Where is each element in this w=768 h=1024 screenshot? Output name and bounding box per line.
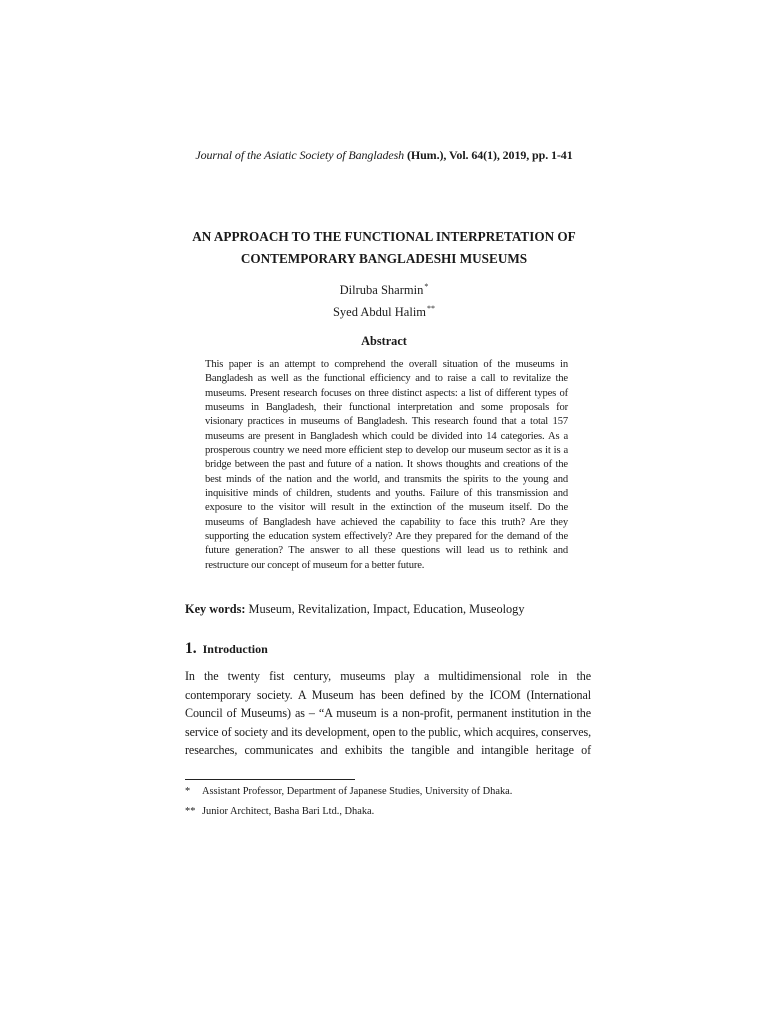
footnote-mark: ** <box>185 806 196 817</box>
keywords-list: Museum, Revitalization, Impact, Education, Museology <box>245 602 525 616</box>
introduction-text: In the twenty fist century, museums play a multidimensional role in the contemporary society. A Museum has been defined by the ICOM (International Council of Museums) as – “A museum is a non-profit, permanent institution in the service of society and its development, open to the public, which acquires, conserves, researches, communicates and exhibits the tangible and intangible heritage of <box>185 669 591 758</box>
author-footnote-mark: ** <box>427 304 436 313</box>
section-title: Introduction <box>202 642 268 656</box>
footnote-text: Junior Architect, Basha Bari Ltd., Dhaka. <box>202 806 375 817</box>
abstract-text: This paper is an attempt to comprehend the overall situation of the museums in Bangladesh as well as the functional efficiency and to raise a call to revitalize the museums. Present research focuses on three distinct aspects: a list of different types of museums in Bangladesh, their functional interpretation and some proposals for visionary practices in museums of Bangladesh. This research found that a total 157 museums are present in Bangladesh which could be divided into 14 categories. As a prosperous country we need more efficient step to develop our museum sector as it is a bridge between the past and future of a nation. It shows thoughts and creations of the best minds of the nation and the world, and transmits the spirits to the young and inquisitive minds of children, students and youths. Failure of this transmission and exposure to the visitor will result in the extinction of the museum itself. Do the museums of Bangladesh have achieved the capability to face this truth? Are they supporting the education system effectively? Are they prepared for the demand of the future generation? The answer to all these questions will lead us to rethink and restructure our concept of museum for a better future. <box>205 359 568 571</box>
keywords <box>185 602 585 617</box>
section-number: 1. <box>185 640 197 657</box>
keywords-label: Key words: <box>185 602 246 616</box>
author-name: Syed Abdul Halim <box>332 305 427 319</box>
journal-name: Journal of the Asiatic Society of Bangladesh <box>195 148 405 162</box>
author-2 <box>0 304 768 320</box>
footnote-1 <box>185 786 605 797</box>
journal-header <box>0 148 768 163</box>
footnote-mark: * <box>185 786 191 797</box>
footnote-2 <box>185 806 605 817</box>
footnote-divider <box>185 779 355 780</box>
journal-volume-info: (Hum.), Vol. 64(1), 2019, pp. 1-41 <box>404 148 573 162</box>
author-name: Dilruba Sharmin <box>339 283 424 297</box>
section-heading <box>185 640 268 658</box>
footnote-text: Assistant Professor, Department of Japanese Studies, University of Dhaka. <box>202 786 513 797</box>
abstract-heading: Abstract <box>361 334 407 348</box>
author-1 <box>0 282 768 298</box>
author-footnote-mark: * <box>424 282 429 291</box>
paper-title: AN APPROACH TO THE FUNCTIONAL INTERPRETATION OF CONTEMPORARY BANGLADESHI MUSEUMS <box>192 229 576 266</box>
